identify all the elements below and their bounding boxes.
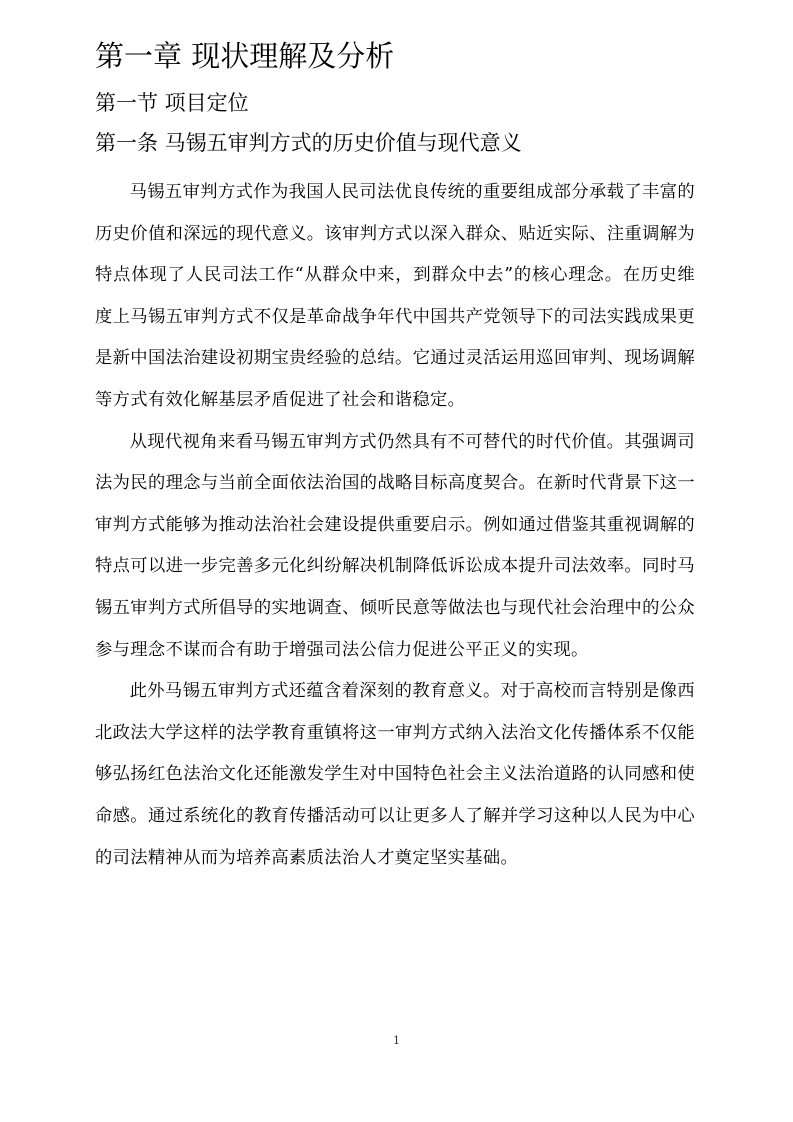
section-title: 第一节 项目定位 — [95, 91, 249, 115]
chapter-title: 第一章 现状理解及分析 — [95, 39, 395, 73]
paragraph-history-value: 马锡五审判方式作为我国人民司法优良传统的重要组成部分承载了丰富的历史价值和深远的现代意义。该审判方式以深入群众、贴近实际、注重调解为特点体现了人民司法工作“从群众中来，到群众中去”的核心理念。在历史维度上马锡五审判方式不仅是革命战争年代中国共产党领导下的司法实践成果更是新中国法治建设初期宝贵经验的总结。它通过灵活运用巡回审判、现场调解等方式有效化解基层矛盾促进了社会和谐稳定。 — [95, 182, 695, 410]
paragraph-educational-value: 此外马锡五审判方式还蕴含着深刻的教育意义。对于高校而言特别是像西北政法大学这样的法学教育重镇将这一审判方式纳入法治文化传播体系不仅能够弘扬红色法治文化还能激发学生对中国特色社会主义法治道路的认同感和使命感。通过系统化的教育传播活动可以让更多人了解并学习这种以人民为中心的司法精神从而为培养高素质法治人才奠定坚实基础。 — [95, 681, 695, 868]
page-number: 1 — [393, 1034, 400, 1047]
page-content — [95, 36, 695, 879]
paragraph-modern-value: 从现代视角来看马锡五审判方式仍然具有不可替代的时代价值。其强调司法为民的理念与当前全面依法治国的战略目标高度契合。在新时代背景下这一审判方式能够为推动法治社会建设提供重要启示。例如通过借鉴其重视调解的特点可以进一步完善多元化纠纷解决机制降低诉讼成本提升司法效率。同时马锡五审判方式所倡导的实地调查、倾听民意等做法也与现代社会治理中的公众参与理念不谋而合有助于增强司法公信力促进公平正义的实现。 — [95, 431, 695, 660]
article-title: 第一条 马锡五审判方式的历史价值与现代意义 — [95, 131, 522, 155]
